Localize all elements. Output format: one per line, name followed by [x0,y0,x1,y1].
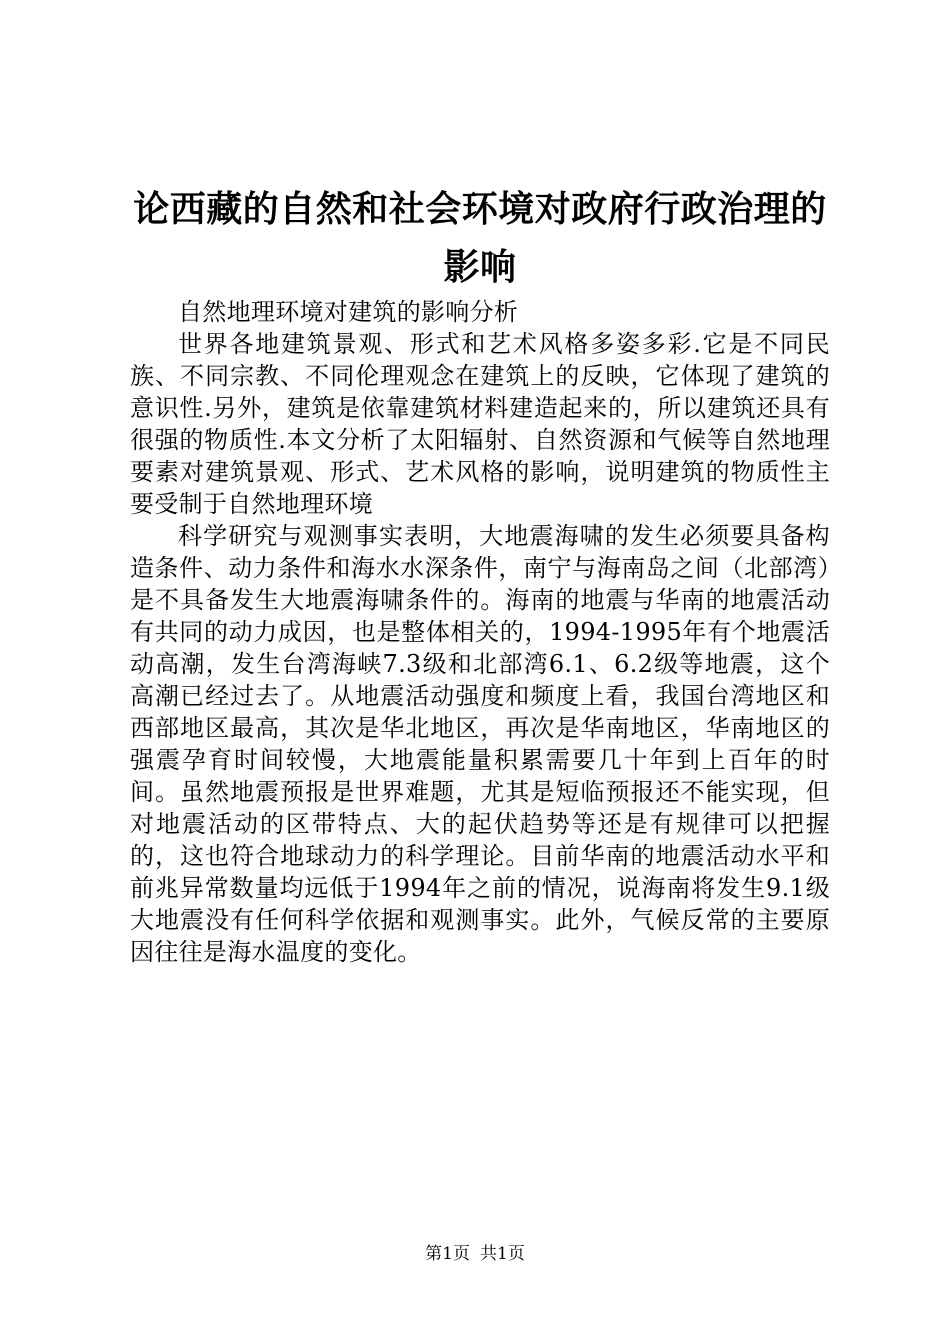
paragraph-heading: 自然地理环境对建筑的影响分析 [178,298,519,326]
document-body [130,296,830,968]
paragraph-earthquake: 科学研究与观测事实表明，大地震海啸的发生必须要具备构造条件、动力条件和海水水深条件，南宁与海南岛之间（北部湾）是不具备发生大地震海啸条件的。海南的地震与华南的地震活动有共同的动力成因，也是整体相关的，1994-1995年有个地震活动高潮，发生台湾海峡7.3级和北部湾6.1、6.2级等地震，这个高潮已经过去了。从地震活动强度和频度上看，我国台湾地区和西部地区最高，其次是华北地区，再次是华南地区，华南地区的强震孕育时间较慢，大地震能量积累需要几十年到上百年的时间。虽然地震预报是世界难题，尤其是短临预报还不能实现，但对地震活动的区带特点、大的起伏趋势等还是有规律可以把握的，这也符合地球动力的科学理论。目前华南的地震活动水平和前兆异常数量均远低于1994年之前的情况，说海南将发生9.1级大地震没有任何科学依据和观测事实。此外，气候反常的主要原因往往是海水温度的变化。 [130,522,830,966]
page-number: 第1页 [425,1244,470,1264]
document-title: 论西藏的自然和社会环境对政府行政治理的影响 [133,188,827,288]
paragraph-architecture: 世界各地建筑景观、形式和艺术风格多姿多彩.它是不同民族、不同宗教、不同伦理观念在建筑上的反映，它体现了建筑的意识性.另外，建筑是依靠建筑材料建造起来的，所以建筑还具有很强的物质性.本文分析了太阳辐射、自然资源和气候等自然地理要素对建筑景观、形式、艺术风格的影响，说明建筑的物质性主要受制于自然地理环境 [130,330,830,518]
page-footer [0,1242,950,1266]
page-total: 共1页 [480,1244,525,1264]
